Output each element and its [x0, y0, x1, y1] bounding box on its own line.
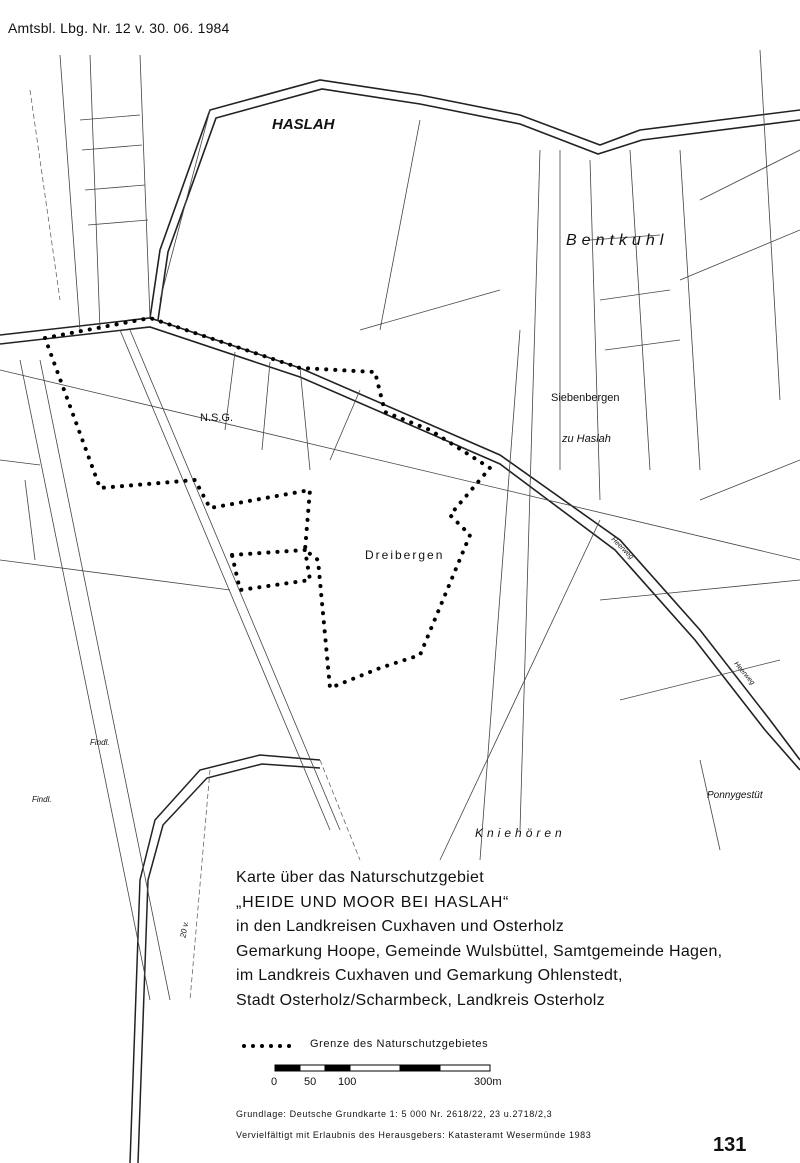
header-text: Amtsbl. Lbg. Nr. 12 v. 30. 06. 1984 — [8, 20, 230, 36]
label-dreibergen: Dreibergen — [365, 548, 445, 562]
caption-line-4: Gemarkung Hoope, Gemeinde Wulsbüttel, Samtgemeinde Hagen, — [236, 942, 723, 960]
field-lines — [0, 50, 800, 1000]
label-zu-haslah: zu Haslah — [562, 433, 611, 445]
road-haslah-bentkuhl — [0, 318, 800, 770]
label-haslah: HASLAH — [272, 116, 335, 133]
map-caption — [236, 866, 796, 1013]
label-findl-1: Findl. — [90, 738, 110, 747]
road-north — [150, 80, 800, 320]
label-bentkuhl: Bentkuhl — [566, 232, 669, 249]
label-heerweg-1: Heerweg — [609, 536, 635, 561]
caption-line-1: Karte über das Naturschutzgebiet — [236, 869, 484, 886]
river-lines — [30, 90, 360, 1000]
scale-bar — [275, 1065, 490, 1071]
caption-line-5: im Landkreis Cuxhaven und Gemarkung Ohlenstedt, — [236, 967, 623, 984]
scale-label-300m: 300m — [474, 1076, 502, 1088]
caption-line-2: „HEIDE UND MOOR BEI HASLAH“ — [236, 893, 510, 911]
scale-label-0: 0 — [271, 1076, 278, 1088]
label-nsg: N.S.G. — [200, 412, 234, 424]
caption-line-3: in den Landkreisen Cuxhaven und Osterholz — [236, 918, 565, 935]
footnote-vervielfaeltigt: Vervielfältigt mit Erlaubnis des Herausgebers: Katasteramt Wesermünde 1983 — [236, 1130, 592, 1140]
scale-label-100: 100 — [338, 1076, 357, 1088]
caption-line-6: Stadt Osterholz/Scharmbeck, Landkreis Osterholz — [236, 991, 605, 1009]
label-heerweg-2: Heerweg — [732, 660, 756, 687]
nsg-boundary-inner — [232, 550, 310, 590]
legend-dots — [242, 1044, 291, 1048]
label-ponnygestuet: Ponnygestüt — [707, 790, 763, 801]
label-siebenbergen: Siebenbergen — [551, 392, 620, 404]
nsg-boundary — [45, 318, 490, 688]
scale-label-50: 50 — [304, 1076, 317, 1088]
page-number: 131 — [713, 1134, 747, 1156]
label-kniehoeren: Kniehören — [475, 826, 566, 840]
legend-boundary-label: Grenze des Naturschutzgebietes — [310, 1038, 489, 1050]
label-20v: 20 v. — [178, 920, 191, 939]
label-findl-2: Findl. — [32, 795, 52, 804]
footnote-grundlage: Grundlage: Deutsche Grundkarte 1: 5 000 Nr. 2618/22, 23 u.2718/2,3 — [236, 1109, 553, 1119]
